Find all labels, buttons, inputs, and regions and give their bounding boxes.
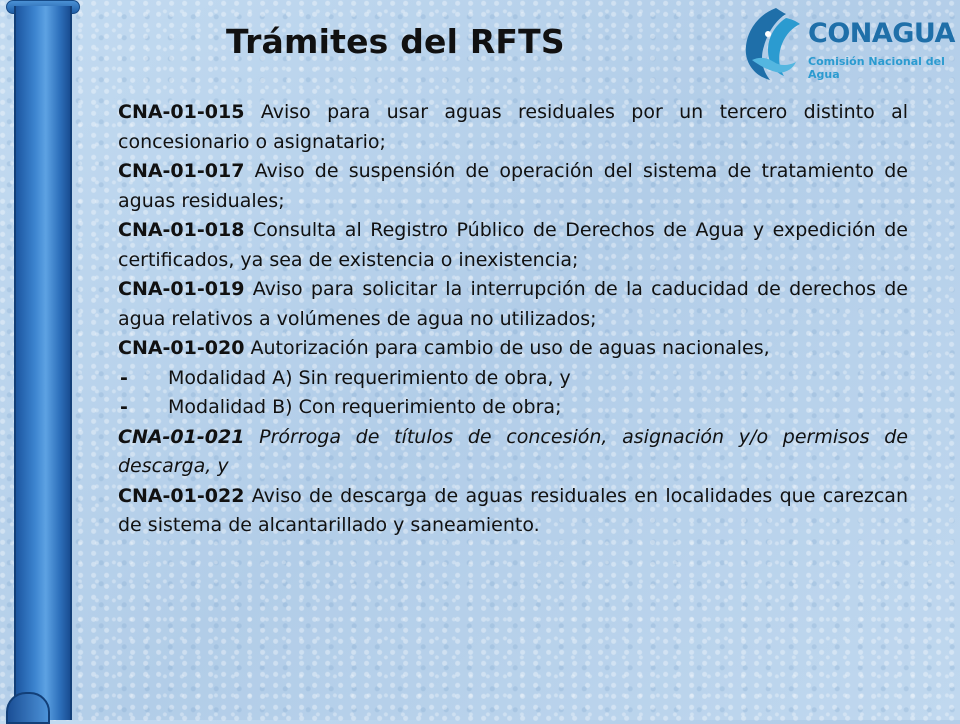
modality-text: Modalidad B) Con requerimiento de obra;: [168, 396, 562, 418]
dash-bullet: -: [120, 396, 128, 418]
procedure-code: CNA-01-020: [118, 337, 245, 359]
list-item: [118, 216, 908, 275]
water-drop-logo-icon: [742, 4, 804, 84]
procedures-list: [118, 98, 908, 541]
dash-bullet: -: [120, 366, 128, 389]
list-item: [118, 275, 908, 334]
scroll-bar: [14, 6, 72, 720]
conagua-logo: [742, 4, 954, 88]
sub-list-item: [118, 364, 908, 394]
procedure-code: CNA-01-017: [118, 160, 245, 182]
sub-list-item: [118, 393, 908, 423]
list-item: [118, 334, 908, 364]
procedure-text: Prórroga de títulos de concesión, asignación y/o permisos de descarga, y: [118, 425, 908, 477]
procedure-text: Aviso de suspensión de operación del sistema de tratamiento de aguas residuales;: [118, 160, 908, 212]
procedure-text: Aviso para usar aguas residuales por un tercero distinto al concesionario o asignatario;: [118, 101, 908, 153]
procedure-text: Consulta al Registro Público de Derechos de Agua y expedición de certificados, ya sea de existencia o inexistencia;: [118, 219, 908, 271]
procedure-code: CNA-01-022: [118, 484, 245, 507]
procedure-code: CNA-01-015: [118, 101, 245, 123]
list-item: [118, 482, 908, 541]
decorative-scroll: [6, 0, 78, 720]
list-item: [118, 423, 908, 482]
procedure-code: CNA-01-019: [118, 278, 245, 300]
procedure-code: CNA-01-021: [118, 425, 245, 448]
procedure-code: CNA-01-018: [118, 219, 245, 241]
procedure-text: Aviso de descarga de aguas residuales en localidades que carezcan de sistema de alcantarillado y saneamiento.: [118, 484, 908, 536]
page-title: Trámites del RFTS: [226, 22, 565, 61]
list-item: [118, 98, 908, 157]
logo-subtitle: Comisión Nacional del Agua: [808, 55, 945, 81]
modality-text: Modalidad A) Sin requerimiento de obra, y: [168, 366, 571, 389]
logo-name: CONAGUA: [808, 18, 955, 49]
procedure-text: Aviso para solicitar la interrupción de la caducidad de derechos de agua relativos a volúmenes de agua no utilizados;: [118, 278, 908, 330]
procedure-text: Autorización para cambio de uso de aguas nacionales,: [250, 337, 770, 359]
list-item: [118, 157, 908, 216]
scroll-bottom-curl: [6, 692, 50, 724]
